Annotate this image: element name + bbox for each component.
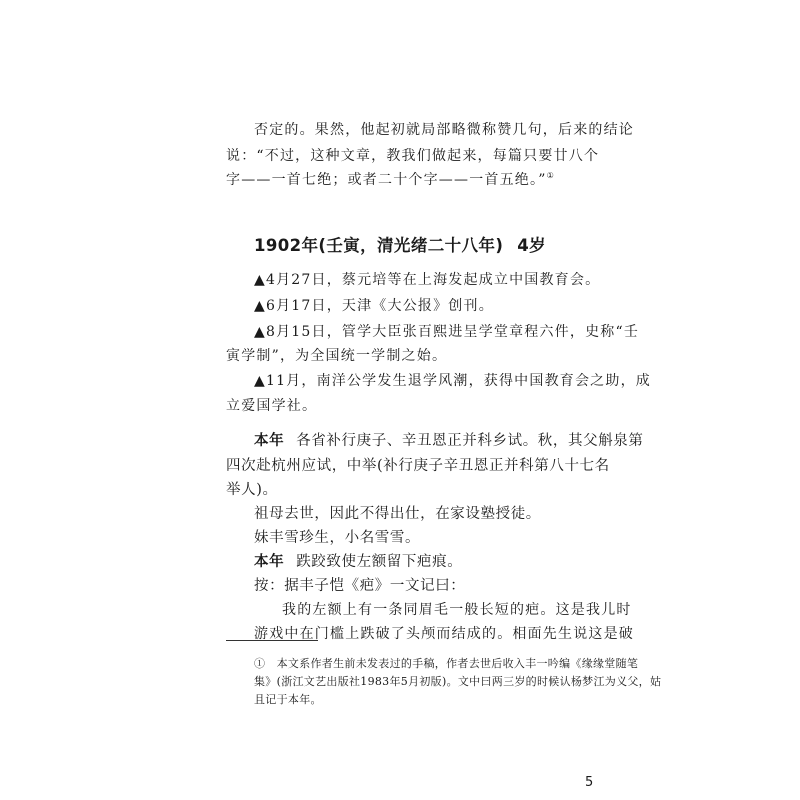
age-label: 4岁 xyxy=(517,236,547,255)
body-para-3: 妹丰雪珍生，小名雪雪。 xyxy=(254,530,421,546)
page-number: 5 xyxy=(585,775,594,790)
event-2: ▲6月17日，天津《大公报》创刊。 xyxy=(254,298,494,314)
body-para-1-line-2: 四次赴杭州应试，中举(补行庚子辛丑恩正并科第八十七名 xyxy=(226,458,610,474)
event-3-line-2: 寅学制”，为全国统一学制之始。 xyxy=(226,348,448,364)
event-4-line-2: 立爱国学社。 xyxy=(226,398,318,414)
this-year-label-2: 本年 xyxy=(254,554,285,570)
body-para-4-text: 跌跤致使左额留下疤痕。 xyxy=(296,554,463,570)
body-para-1-line-1 xyxy=(254,431,644,451)
footnote-separator xyxy=(226,640,318,641)
quote-line-2: 游戏中在门槛上跌破了头颅而结成的。相面先生说这是破 xyxy=(254,626,634,642)
footnote-line-2: 集》(浙江文艺出版社1983年5月初版)。文中曰两三岁的时候认杨梦江为义父，姑 xyxy=(254,675,662,688)
intro-line-3 xyxy=(226,170,554,192)
body-para-4 xyxy=(254,552,462,572)
footnote-line-3: 且记于本年。 xyxy=(254,693,322,706)
event-1: ▲4月27日，蔡元培等在上海发起成立中国教育会。 xyxy=(254,272,601,288)
intro-line-2: 说：“不过，这种文章，教我们做起来，每篇只要廿八个 xyxy=(226,148,600,164)
intro-line-3-text: 字——一首七绝；或者二十个字——一首五绝。” xyxy=(226,172,547,188)
year-heading xyxy=(0,232,800,256)
body-para-5: 按：据丰子恺《疤》一文记曰： xyxy=(254,578,466,594)
quote-line-1: 我的左额上有一条同眉毛一般长短的疤。这是我儿时 xyxy=(282,602,632,618)
footnote-line-1: ① 本文系作者生前未发表过的手稿，作者去世后收入丰一吟编《缘缘堂随笔 xyxy=(254,657,639,670)
year-heading-text: 1902年(壬寅，清光绪二十八年) xyxy=(253,236,504,255)
intro-line-1: 否定的。果然，他起初就局部略微称赞几句，后来的结论 xyxy=(254,122,634,138)
body-para-1-text: 各省补行庚子、辛丑恩正并科乡试。秋，其父斛泉第 xyxy=(296,433,644,449)
footnote-marker: ① xyxy=(546,171,554,180)
body-para-2: 祖母去世，因此不得出仕，在家设塾授徒。 xyxy=(254,506,541,522)
this-year-label: 本年 xyxy=(254,433,285,449)
body-para-1-line-3: 举人)。 xyxy=(226,482,278,498)
event-4-line-1: ▲11月，南洋公学发生退学风潮，获得中国教育会之助，成 xyxy=(254,373,651,389)
event-3-line-1: ▲8月15日，管学大臣张百熙进呈学堂章程六件，史称“壬 xyxy=(254,324,640,340)
